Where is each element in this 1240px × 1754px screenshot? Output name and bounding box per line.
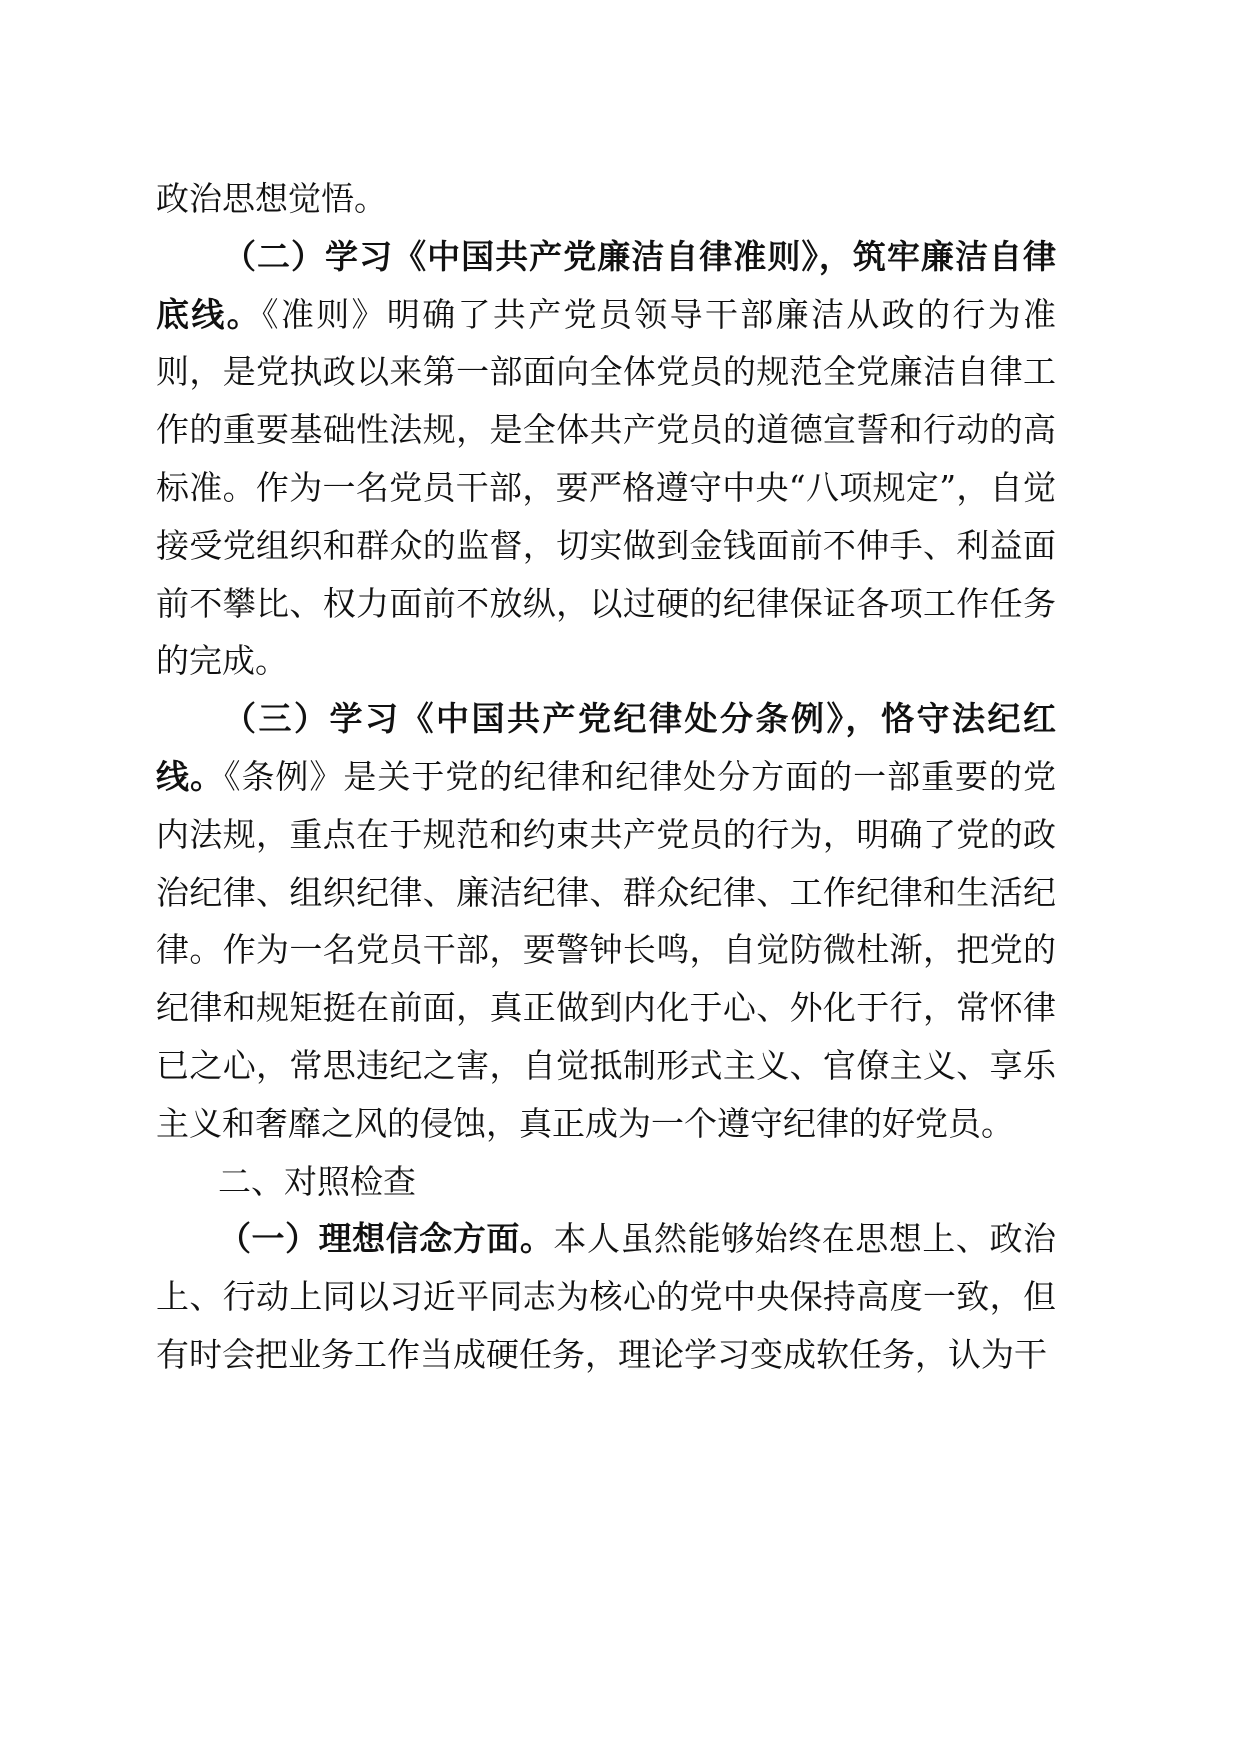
document-page (156, 170, 1056, 1384)
section-title-ideals-beliefs: （一）理想信念方面。 (218, 1219, 554, 1259)
paragraph-discipline-regulations (156, 690, 1056, 1152)
section-body-discipline-regulations: 《条例》是关于党的纪律和纪律处分方面的一部重要的党内法规，重点在于规范和约束共产党员的行为，明确了党的政治纪律、组织纪律、廉洁纪律、群众纪律、工作纪律和生活纪律。作为一名党员干部，要警钟长鸣，自觉防微杜渐，把党的纪律和规矩挺在前面，真正做到内化于心、外化于行，常怀律已之心，常思违纪之害，自觉抵制形式主义、官僚主义、享乐主义和奢靡之风的侵蚀，真正成为一个遵守纪律的好党员。 (156, 756, 1057, 1143)
section-title-discipline-regulations: （三）学习《中国共产党纪律处分条例》，恪守法纪红线。 (156, 699, 1056, 796)
section-title-integrity-guidelines: （二）学习《中国共产党廉洁自律准则》，筑牢廉洁自律底线。 (156, 236, 1056, 334)
heading-self-inspection: 二、对照检查 (218, 1161, 416, 1201)
section-body-ideals-beliefs: 本人虽然能够始终在思想上、政治上、行动上同以习近平同志为核心的党中央保持高度一致，但有时会把业务工作当成硬任务，理论学习变成软任务，认为干 (156, 1219, 1057, 1374)
paragraph-ideals-beliefs (156, 1210, 1056, 1383)
paragraph-integrity-guidelines (156, 228, 1056, 690)
paragraph-continuation: 政治思想觉悟。 (156, 179, 387, 218)
section-body-integrity-guidelines: 《准则》明确了共产党员领导干部廉洁从政的行为准则，是党执政以来第一部面向全体党员的规范全党廉洁自律工作的重要基础性法规，是全体共产党员的道德宣誓和行动的高标准。作为一名党员干部，要严格遵守中央“八项规定”，自觉接受党组织和群众的监督，切实做到金钱面前不伸手、利益面前不攀比、权力面前不放纵，以过硬的纪律保证各项工作任务的完成。 (156, 294, 1057, 681)
